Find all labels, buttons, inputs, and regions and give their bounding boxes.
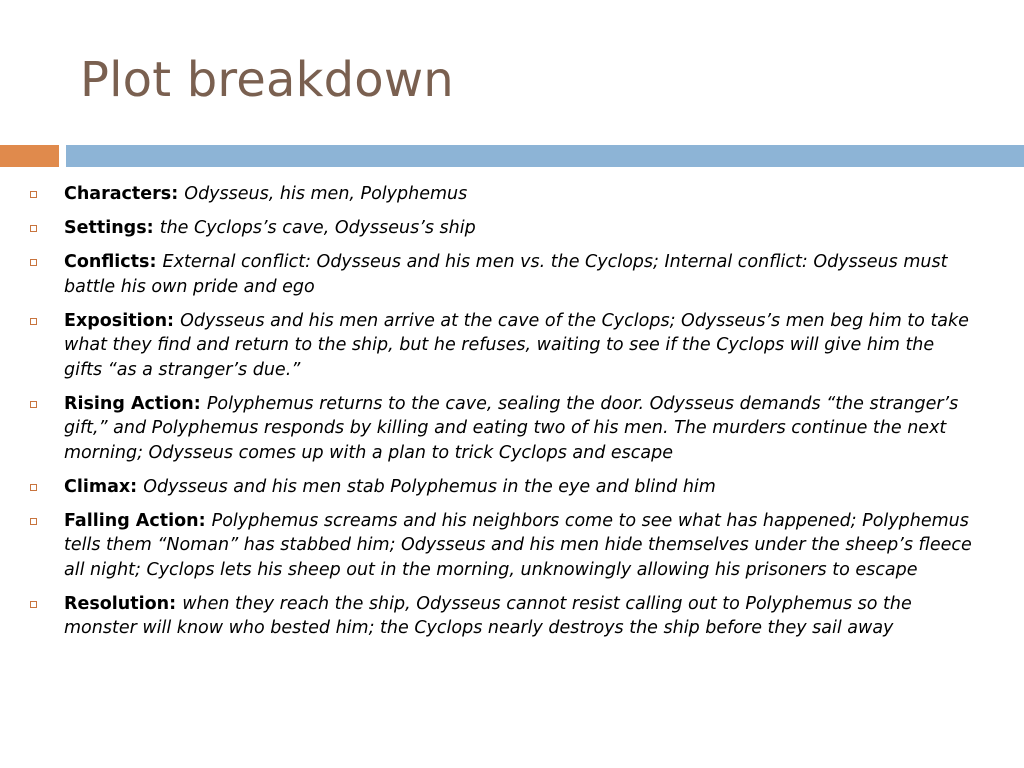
bullet-exposition [26,309,976,383]
bullet-label: Resolution: [64,593,183,614]
bullet-label: Characters: [64,184,185,204]
bullet-text: Odysseus and his men arrive at the cave of the Cyclops; Odysseus’s men beg him to take what they find and return to the ship, but he refuses, waiting to see if the Cyclops will give him the gifts “as a stranger’s due.” [64,310,969,380]
square-bullet-icon [30,401,37,408]
bullet-text: when they reach the ship, Odysseus cannot resist calling out to Polyphemus so the monster will know who bested him; the Cyclops nearly destroys the ship before they sail away [64,593,912,638]
slide-title: Plot breakdown [80,52,454,108]
bullet-text: External conflict: Odysseus and his men vs. the Cyclops; Internal conflict: Odysseus must battle his own pride and ego [64,252,948,297]
bullet-text: the Cyclops’s cave, Odysseus’s ship [159,218,476,238]
bullet-rising-action [26,392,976,466]
bullet-settings [26,216,976,241]
bullet-text: Polyphemus screams and his neighbors come to see what has happened; Polyphemus tells them “Noman” has stabbed him; Odysseus and his men hide themselves under the sheep’s fleece all night; Cyclops lets his sheep out in the morning, unknowingly allowing his prisoners to escape [64,510,972,580]
square-bullet-icon [30,601,37,608]
square-bullet-icon [30,225,37,232]
bullet-characters [26,182,976,207]
bullet-label: Falling Action: [64,510,212,531]
bullet-falling-action [26,509,976,583]
bullet-label: Climax: [64,476,144,497]
bullet-label: Settings: [64,218,160,238]
bullet-text: Odysseus, his men, Polyphemus [184,184,468,204]
square-bullet-icon [30,518,37,525]
bullet-label: Exposition: [64,310,181,331]
plot-bullet-list [26,182,976,650]
square-bullet-icon [30,318,37,325]
bullet-label: Rising Action: [64,393,207,414]
bullet-resolution [26,592,976,641]
bullet-conflicts [26,250,976,299]
bullet-label: Conflicts: [64,252,163,272]
bullet-text: Polyphemus returns to the cave, sealing the door. Odysseus demands “the stranger’s gift,” and Polyphemus responds by killing and eating two of his men. The murders continue the next morning; Odysseus comes up with a plan to trick Cyclops and escape [64,393,959,463]
orange-accent-bar [0,145,59,167]
square-bullet-icon [30,259,37,266]
square-bullet-icon [30,191,37,198]
bullet-text: Odysseus and his men stab Polyphemus in the eye and blind him [143,476,716,497]
blue-accent-bar [66,145,1024,167]
square-bullet-icon [30,484,37,491]
bullet-climax [26,475,976,500]
